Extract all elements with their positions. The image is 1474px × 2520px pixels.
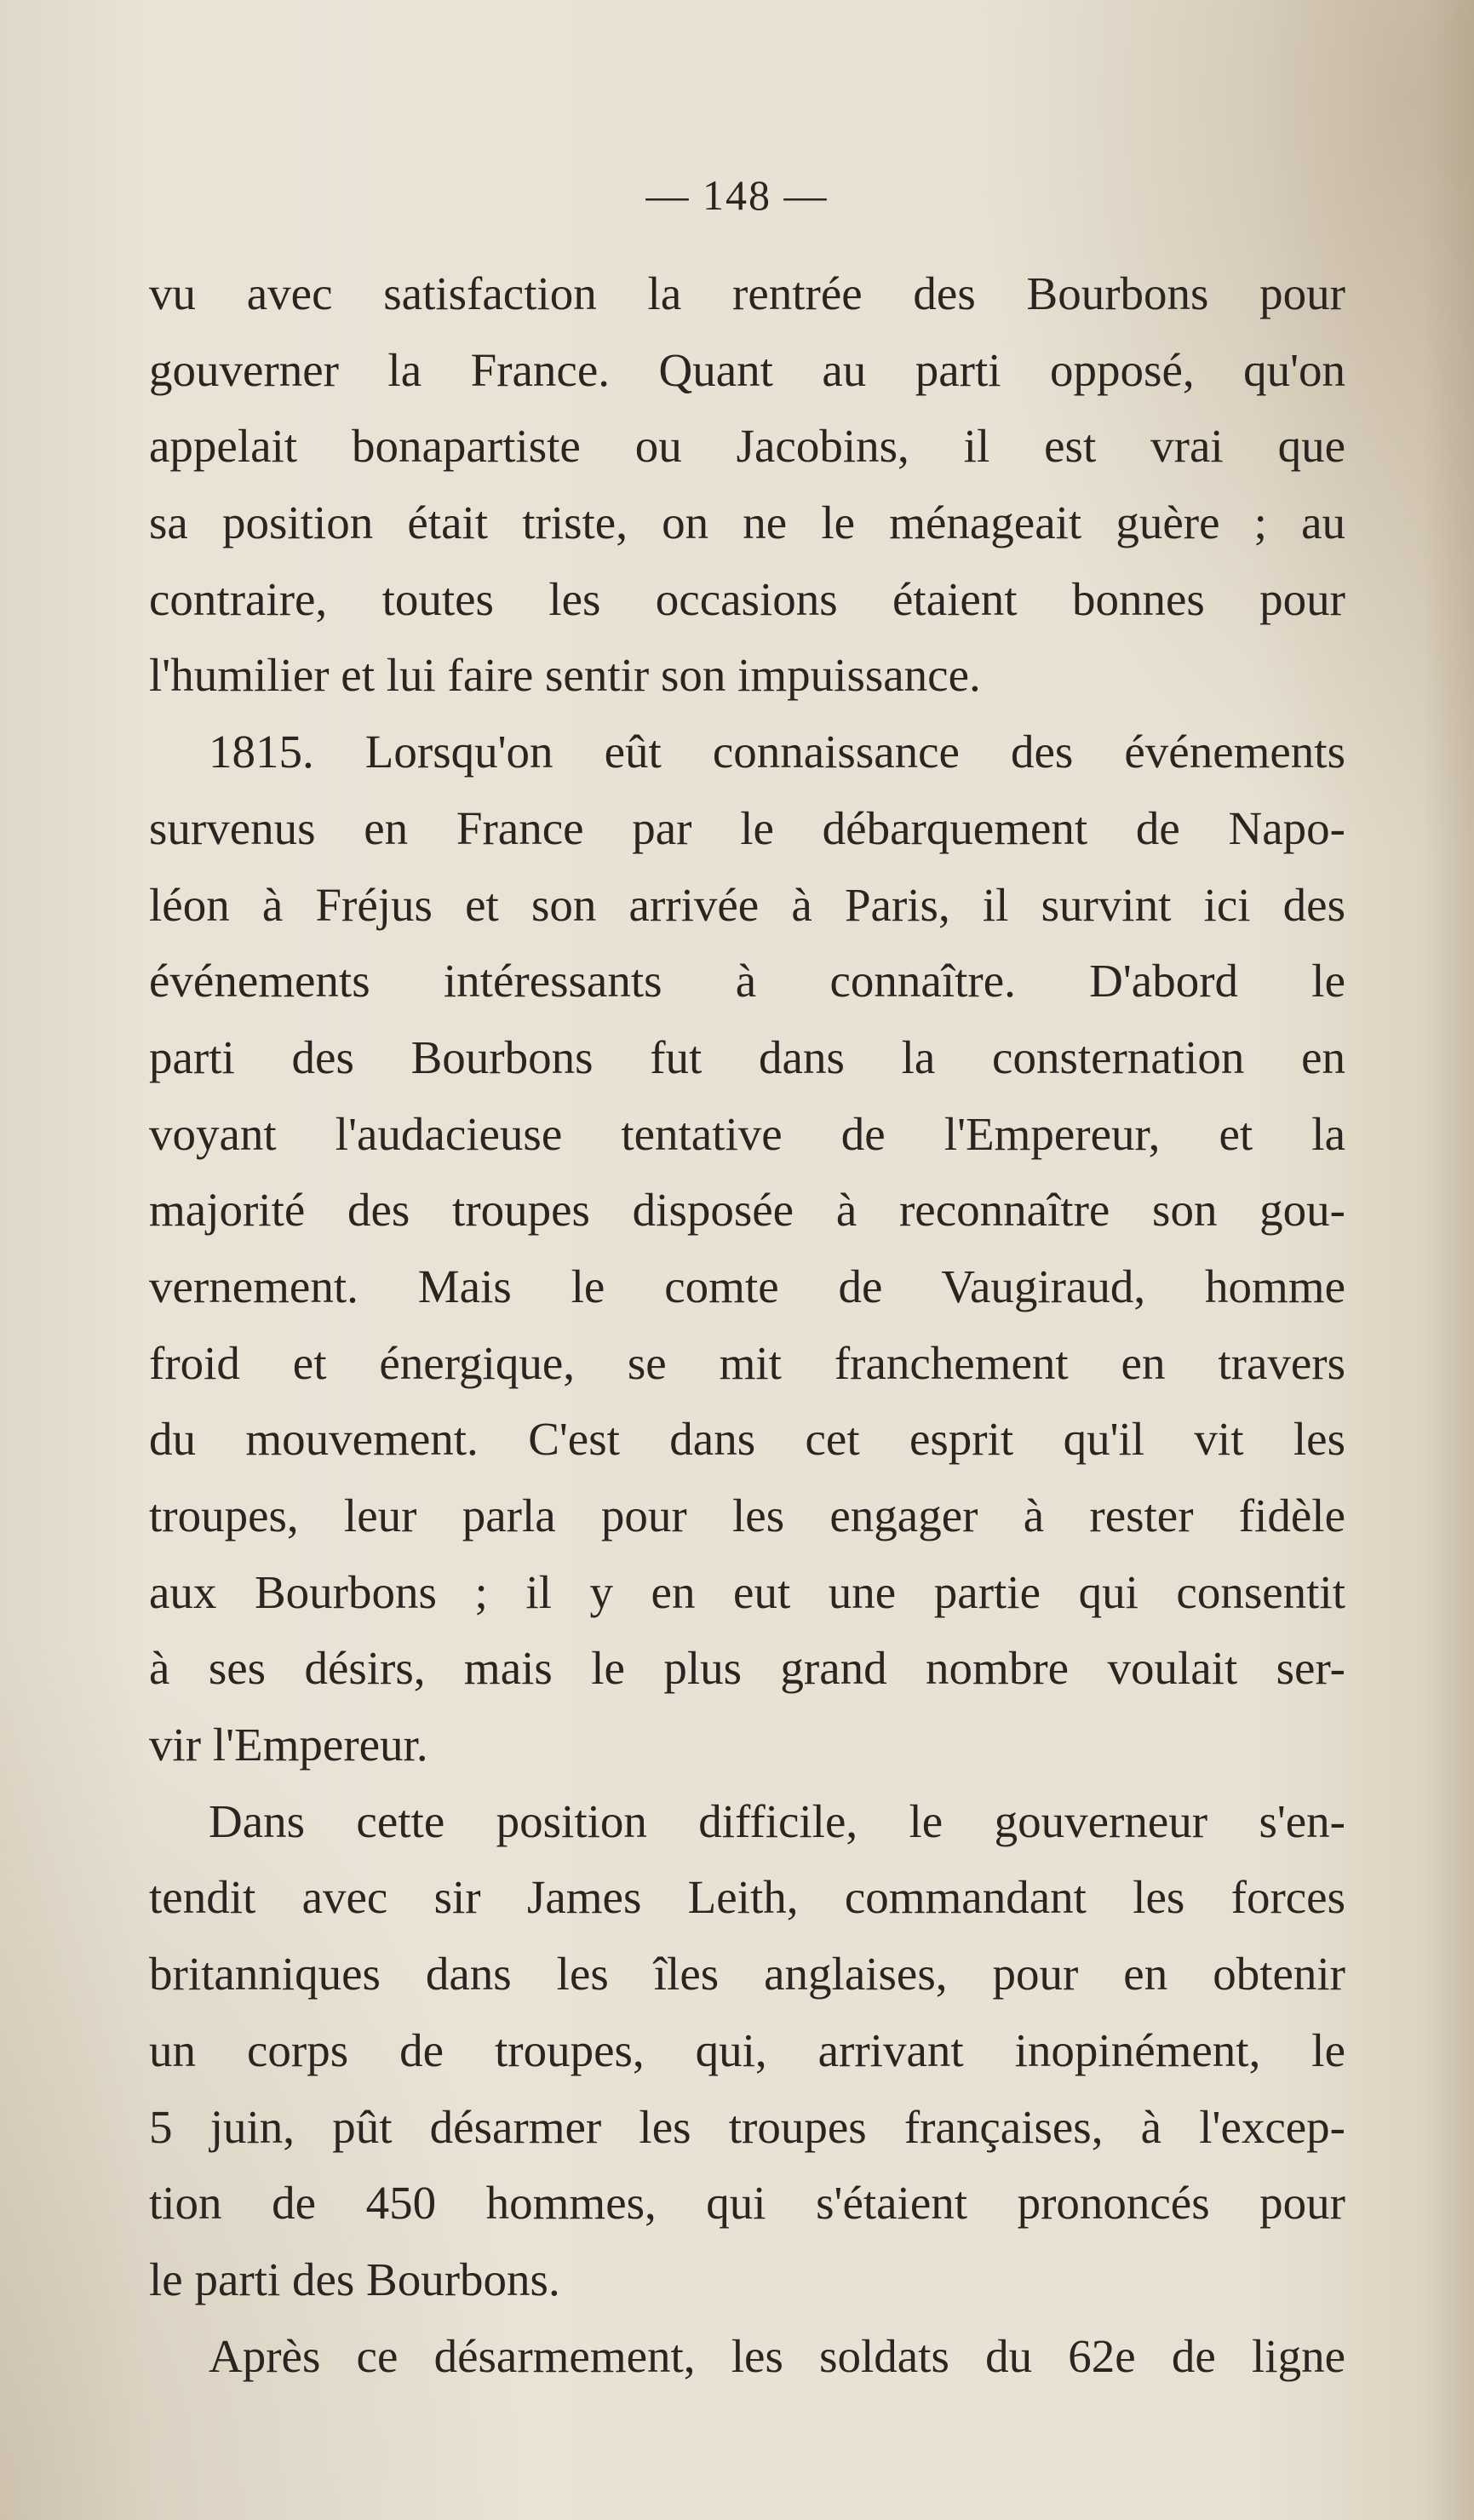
text-line: tion de 450 hommes, qui s'étaient prononcés pour: [149, 2177, 1345, 2230]
text-line: 1815. Lorsqu'on eût connaissance des événements: [209, 726, 1345, 778]
text-line: voyant l'audacieuse tentative de l'Empereur, et la: [149, 1107, 1345, 1160]
text-line: tendit avec sir James Leith, commandant les forces: [149, 1871, 1345, 1924]
body-text: [149, 255, 1345, 2394]
text-line: 5 juin, pût désarmer les troupes françaises, à l'excep-: [149, 2100, 1345, 2153]
text-line: vir l'Empereur.: [149, 1719, 428, 1771]
text-line: survenus en France par le débarquement de Napo-: [149, 801, 1345, 854]
page-number: — 148 —: [645, 171, 829, 219]
text-line: événements intéressants à connaître. D'abord le: [149, 955, 1345, 1007]
page-edge-shadow: [1423, 0, 1474, 2520]
text-line: sa position était triste, on ne le ménageait guère ; au: [149, 497, 1345, 549]
text-line: le parti des Bourbons.: [149, 2253, 560, 2305]
text-line: Dans cette position difficile, le gouverneur s'en-: [209, 1794, 1345, 1847]
text-line: troupes, leur parla pour les engager à rester fidèle: [149, 1490, 1345, 1541]
text-line: du mouvement. C'est dans cet esprit qu'il vit les: [149, 1413, 1345, 1466]
text-line: à ses désirs, mais le plus grand nombre voulait ser-: [149, 1642, 1345, 1695]
text-line: Après ce désarmement, les soldats du 62e de ligne: [209, 2329, 1345, 2382]
text-line: léon à Fréjus et son arrivée à Paris, il survint ici des: [149, 878, 1345, 931]
text-line: gouverner la France. Quant au parti opposé, qu'on: [149, 343, 1345, 396]
text-line: contraire, toutes les occasions étaient bonnes pour: [149, 572, 1345, 625]
text-line: appelait bonapartiste ou Jacobins, il est vrai que: [149, 420, 1345, 473]
text-line: vu avec satisfaction la rentrée des Bourbons pour: [149, 267, 1345, 319]
text-line: un corps de troupes, qui, arrivant inopinément, le: [149, 2023, 1345, 2076]
text-line: froid et énergique, se mit franchement en travers: [149, 1336, 1345, 1389]
text-line: parti des Bourbons fut dans la consternation en: [149, 1030, 1345, 1083]
text-line: l'humilier et lui faire sentir son impuissance.: [149, 649, 981, 702]
text-line: aux Bourbons ; il y en eut une partie qui consentit: [149, 1565, 1345, 1618]
text-line: majorité des troupes disposée à reconnaître son gou-: [149, 1184, 1345, 1237]
text-line: vernement. Mais le comte de Vaugiraud, homme: [149, 1260, 1345, 1312]
text-line: britanniques dans les îles anglaises, pour en obtenir: [149, 1948, 1345, 2001]
